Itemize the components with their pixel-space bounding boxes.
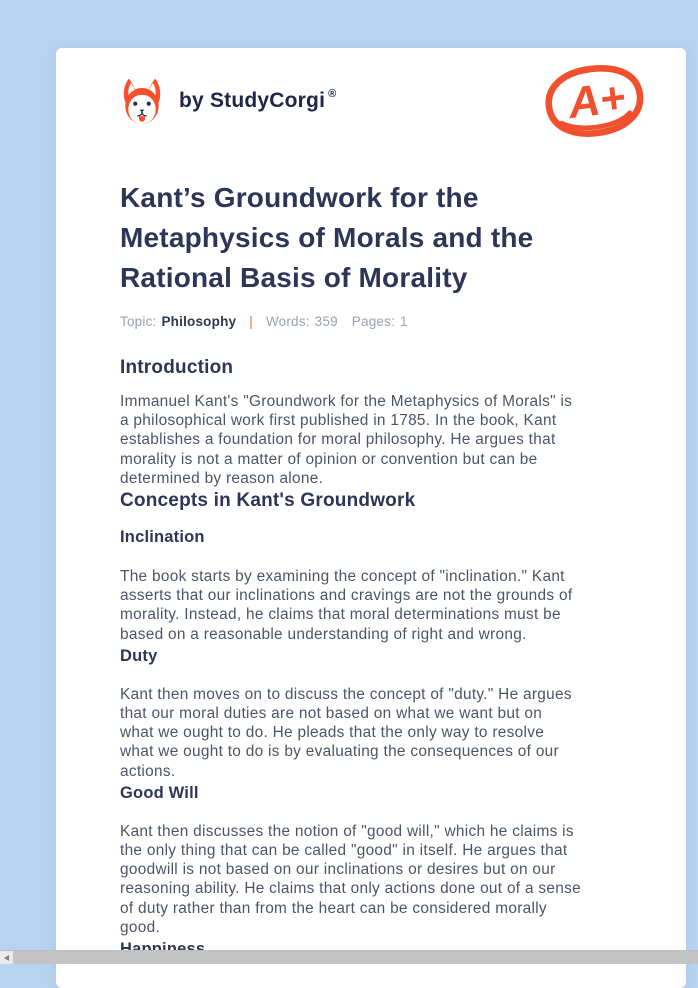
paragraph-line: morality is not a matter of opinion or convention but can be: [120, 450, 538, 468]
paragraph-inclination: [120, 567, 628, 644]
paragraph-duty: [120, 685, 628, 781]
section-heading-concepts: Concepts in Kant's Groundwork: [120, 490, 416, 512]
paragraph-line: of duty rather than from the heart can be considered morally: [120, 899, 547, 917]
registered-mark: ®: [328, 88, 337, 100]
paragraph-line: what we ought to do. He pleads that the only way to resolve: [120, 724, 545, 742]
paragraph-line: based on a reasonable understanding of right and wrong.: [120, 625, 527, 643]
paragraph-line: Kant then discusses the notion of "good will," which he claims is: [120, 822, 574, 840]
topic-value: Philosophy: [161, 314, 237, 329]
paragraph-line: good.: [120, 918, 161, 936]
title-line: Kant’s Groundwork for the: [120, 182, 479, 213]
paragraph-line: actions.: [120, 762, 176, 780]
paragraph-line: Kant then moves on to discuss the concept of "duty." He argues: [120, 685, 572, 703]
pages-value: 1: [400, 314, 408, 329]
paragraph-line: The book starts by examining the concept of "inclination." Kant: [120, 568, 565, 586]
paragraph-line: goodwill is not based on our inclinations or desires but on our: [120, 861, 556, 879]
title-line: Rational Basis of Morality: [120, 262, 468, 293]
section-heading-duty: Duty: [120, 646, 158, 665]
paragraph-good-will: [120, 822, 628, 937]
brand-label: by StudyCorgi: [179, 89, 326, 112]
paragraph-line: establishes a foundation for moral philosophy. He argues that: [120, 431, 556, 449]
words-value: 359: [314, 314, 338, 329]
corgi-icon: [120, 77, 164, 126]
paragraph-line: that our moral duties are not based on what we want but on: [120, 705, 543, 723]
words-label: Words:: [265, 314, 310, 329]
paragraph-line: morality. Instead, he claims that moral determinations must be: [120, 606, 561, 624]
meta-row: [120, 314, 628, 329]
header: [120, 73, 628, 129]
horizontal-scrollbar[interactable]: [0, 950, 698, 964]
paragraph-line: reasoning ability. He claims that only actions done out of a sense: [120, 880, 581, 898]
topic-label: Topic:: [120, 314, 157, 329]
section-heading-good-will: Good Will: [120, 783, 199, 802]
scrollbar-left-button[interactable]: [0, 951, 13, 964]
paragraph-line: asserts that our inclinations and cravings are not the grounds of: [120, 587, 573, 605]
paragraph-line: a philosophical work first published in 1785. In the book, Kant: [120, 412, 557, 430]
meta-separator: |: [249, 314, 253, 329]
scrollbar-thumb[interactable]: [13, 951, 698, 964]
article-title: [120, 178, 628, 298]
paragraph-line: the only thing that can be called "good" in itself. He argues that: [120, 842, 568, 860]
paragraph-line: determined by reason alone.: [120, 469, 324, 487]
section-heading-inclination: Inclination: [120, 528, 205, 547]
brand-text: [179, 89, 336, 113]
title-line: Metaphysics of Morals and the: [120, 222, 534, 253]
paragraph-introduction: [120, 392, 628, 488]
paragraph-line: what we ought to do is by evaluating the consequences of our: [120, 743, 559, 761]
badge-grade-text: A+: [565, 73, 628, 129]
section-heading-introduction: Introduction: [120, 357, 234, 378]
pages-label: Pages:: [351, 314, 396, 329]
content-card: [56, 48, 686, 988]
paragraph-line: Immanuel Kant's "Groundwork for the Metaphysics of Morals" is: [120, 393, 573, 410]
a-plus-stamp-icon: [542, 62, 646, 140]
left-arrow-icon: [4, 955, 9, 961]
